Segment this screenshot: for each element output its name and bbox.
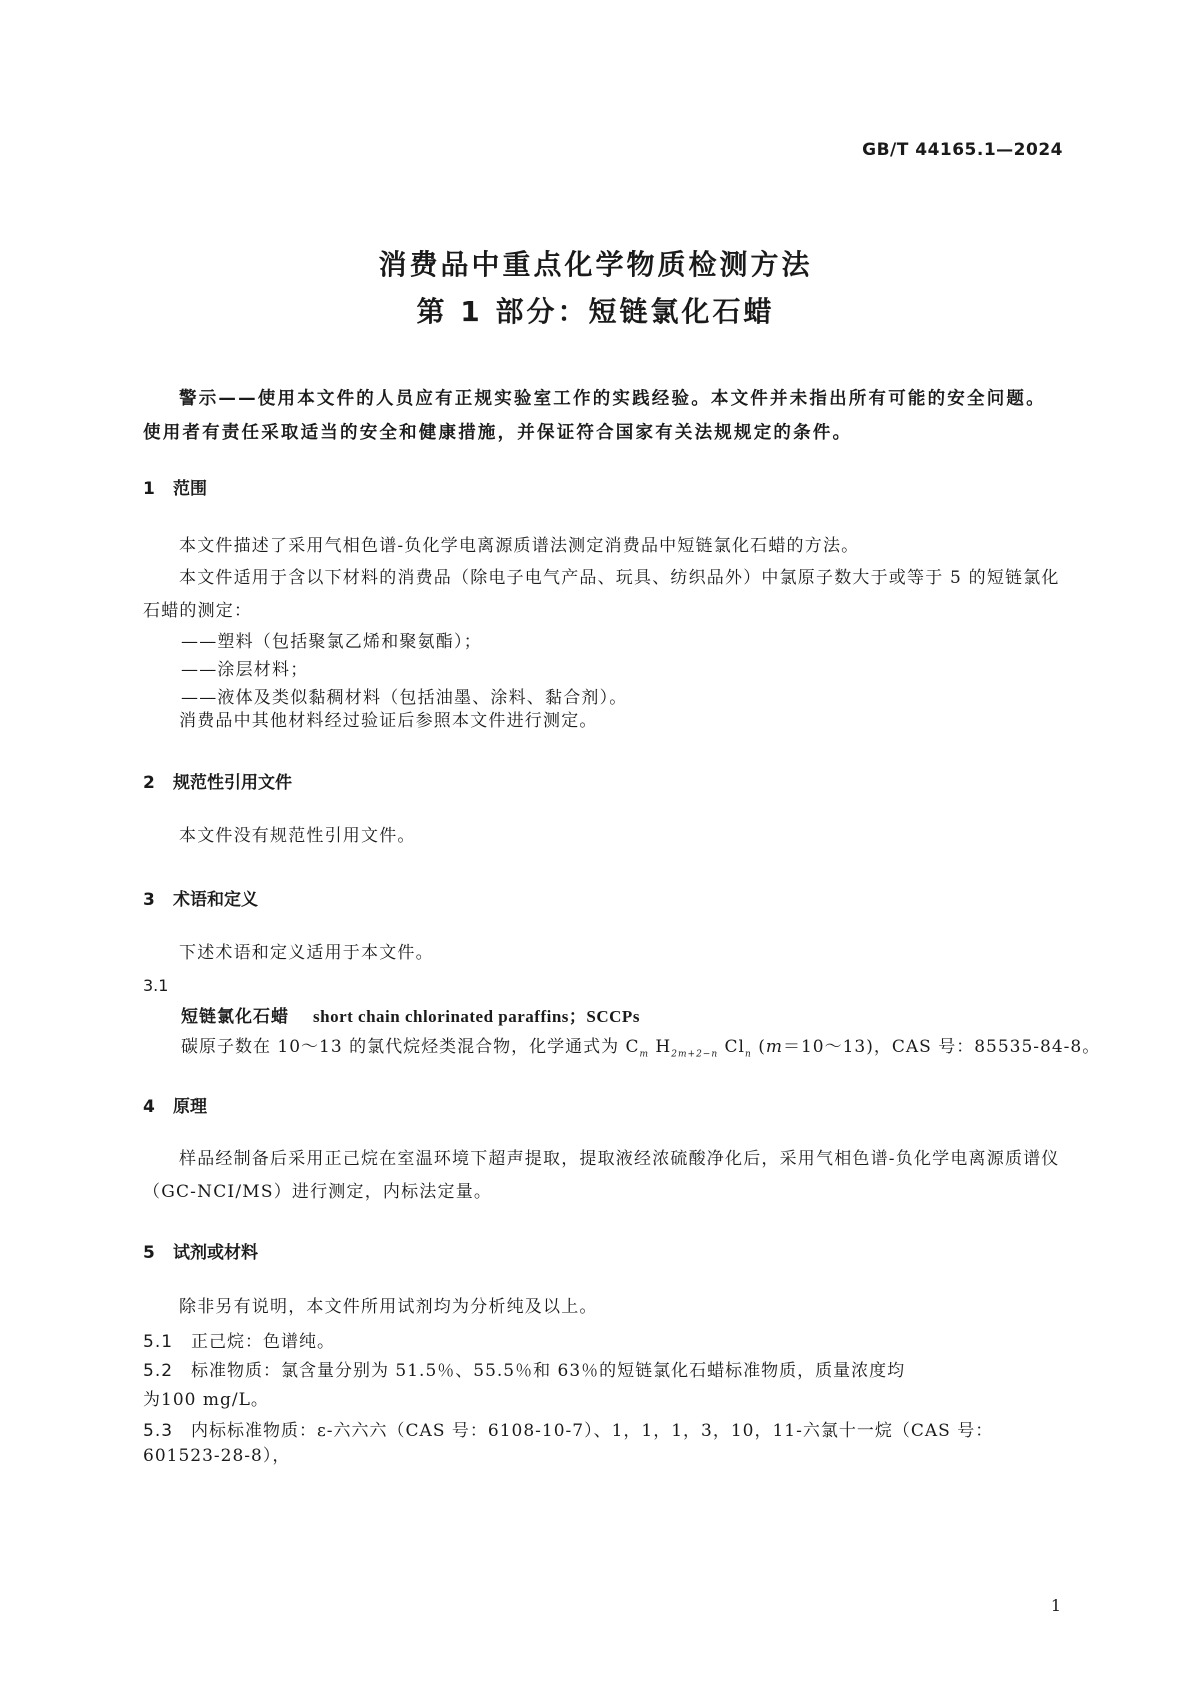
definition-text: ＝10～13)，CAS 号：85535-84-8。 [782,1037,1101,1057]
section-1-heading [143,474,207,499]
section-1-paragraph-3: 消费品中其他材料经过验证后参照本文件进行测定。 [179,711,598,731]
clause-5-2 [143,1356,1063,1381]
section-2-heading [143,768,292,793]
definition-text: ( [751,1037,766,1057]
section-title: 试剂或材料 [173,1243,258,1263]
section-3-heading [143,885,258,910]
formula-subscript: m [639,1049,650,1060]
formula-variable: m [765,1037,783,1057]
section-number: 3 [143,890,155,910]
clause-5-2-continuation: 为100 mg/L。 [143,1390,269,1410]
list-item: ——涂层材料； [181,660,309,680]
definition-text: 碳原子数在 10～13 的氯代烷烃类混合物，化学通式为 C [181,1037,640,1057]
section-4-paragraph: 样品经制备后采用正己烷在室温环境下超声提取，提取液经浓硫酸净化后，采用气相色谱-负化学电离源质谱仪（GC-NCI/MS）进行测定，内标法定量。 [143,1149,1060,1202]
section-number: 1 [143,479,155,499]
formula-subscript: 2m+2−n [671,1049,719,1060]
document-title-line1: 消费品中重点化学物质检测方法 [378,248,813,281]
section-number: 2 [143,773,155,793]
page-number: 1 [1050,1596,1061,1615]
section-1-paragraph-2: 本文件适用于含以下材料的消费品（除电子电气产品、玩具、纺织品外）中氯原子数大于或等于 5 的短链氯化石蜡的测定： [143,568,1060,621]
formula-h: H [649,1037,672,1057]
formula-cl: Cl [718,1037,745,1057]
term-chinese: 短链氯化石蜡 [181,1007,289,1027]
section-number: 4 [143,1097,155,1117]
clause-5-3 [143,1416,1063,1466]
clause-number: 5.1 [143,1332,174,1352]
section-title: 规范性引用文件 [173,773,292,793]
subclause-3-1-number: 3.1 [143,976,169,995]
clause-text: 正己烷：色谱纯。 [191,1332,335,1352]
warning-paragraph: 警示——使用本文件的人员应有正规实验室工作的实践经验。本文件并未指出所有可能的安全问题。使用者有责任采取适当的安全和健康措施，并保证符合国家有关法规规定的条件。 [143,389,1046,443]
formula-subscript: n [745,1049,752,1060]
term-entry [181,1002,640,1027]
term-english: short chain chlorinated paraffins；SCCPs [313,1007,640,1026]
section-5-paragraph: 除非另有说明，本文件所用试剂均为分析纯及以上。 [179,1297,598,1317]
section-5-heading [143,1238,258,1263]
clause-text: 标准物质：氯含量分别为 51.5％、55.5％和 63％的短链氯化石蜡标准物质，质量浓度均 [191,1361,906,1381]
clause-number: 5.3 [143,1421,174,1441]
section-3-paragraph: 下述术语和定义适用于本文件。 [179,943,434,963]
list-item: ——液体及类似黏稠材料（包括油墨、涂料、黏合剂）。 [181,688,628,708]
clause-5-1 [143,1327,1063,1352]
section-title: 术语和定义 [173,890,258,910]
section-1-paragraph-1: 本文件描述了采用气相色谱-负化学电离源质谱法测定消费品中短链氯化石蜡的方法。 [179,536,860,556]
section-4-heading [143,1092,207,1117]
term-definition [181,1032,1100,1059]
section-title: 范围 [173,479,207,499]
document-title-line2: 第 1 部分：短链氯化石蜡 [416,295,775,328]
standard-code: GB/T 44165.1—2024 [862,140,1063,160]
clause-text: 内标标准物质：ε-六六六（CAS 号：6108-10-7）、1，1，1，3，10，11-六氯十一烷（CAS 号：601523-28-8）， [143,1421,994,1466]
section-2-paragraph: 本文件没有规范性引用文件。 [179,826,416,846]
section-title: 原理 [173,1097,207,1117]
section-number: 5 [143,1243,155,1263]
clause-number: 5.2 [143,1361,174,1381]
list-item: ——塑料（包括聚氯乙烯和聚氨酯）； [181,632,482,652]
